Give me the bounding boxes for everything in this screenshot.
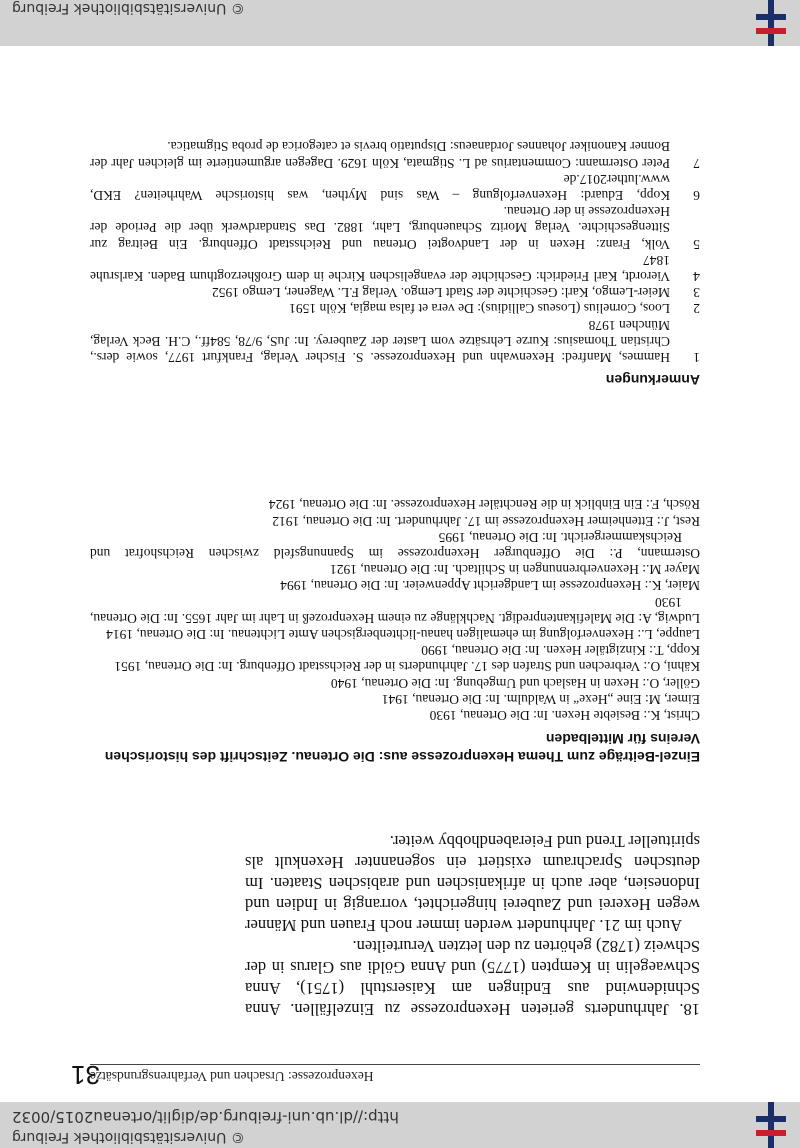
note-item	[90, 252, 700, 284]
notes-list	[90, 138, 700, 365]
running-header: Hexenprozesse: Ursachen und Verfahrensgrundsätze	[90, 1064, 700, 1084]
bibliography-entry: Kähni, O.: Verbrechen und Strafen des 17. Jahrhunderts in der Reichsstadt Offenburg. In: Die Ortenau, 1951	[114, 659, 700, 675]
bibliography-list	[90, 496, 700, 723]
copyright-text: © Universitätsbibliothek Freiburg	[12, 0, 245, 16]
bibliography-entry: Ostermann, P.: Die Offenburger Hexenprozesse im Spannungsfeld zwischen Reichshofrat und Reichskammergericht. In: Die Ortenau, 1995	[90, 529, 700, 561]
note-number: 6	[693, 187, 700, 203]
viewer-toolbar-top	[0, 1102, 800, 1148]
bibliography-entry: Rösch, F.: Ein Einblick in die Renchtäler Hexenprozesse. In: Die Ortenau, 1924	[268, 497, 700, 513]
bibliography-entry: Kopp, T.: Kinzigtäler Hexen. In: Die Ortenau, 1990	[421, 643, 700, 659]
note-item	[90, 138, 700, 170]
note-item	[90, 203, 700, 252]
note-text: Peter Ostermann: Commentarius ad L. Stigmata, Köln 1629. Dagegen argumentierte im gleichen Jahr der Bonner Kanoniker Johannes Jordanaeus: Disputatio brevis et categorica de proba Stigmatica.	[90, 139, 670, 171]
note-text: Meier-Lemgo, Karl: Geschichte der Stadt Lemgo. Verlag F.L. Wagener, Lemgo 1952	[211, 285, 670, 301]
note-item	[90, 316, 700, 365]
note-number: 3	[693, 285, 700, 301]
note-number: 7	[693, 155, 700, 171]
university-logo-icon	[752, 1102, 790, 1148]
viewer-toolbar-bottom	[0, 0, 800, 46]
bibliography-entry: Christ, K.: Besiebte Hexen. In: Die Ortenau, 1930	[429, 708, 700, 723]
body-text	[245, 831, 700, 1020]
document-url-link[interactable]: http://dl.ub.uni-freiburg.de/diglit/ortenau2015/0032	[12, 1108, 399, 1126]
bibliography-entry: Mayer M.: Hexenverbrennungen in Schiltach. In: Die Ortenau, 1921	[329, 562, 700, 578]
bibliography-heading: Einzel-Beiträge zum Thema Hexenprozesse aus: Die Ortenau. Zeitschrift des historischen Vereins für Mittelbaden	[104, 731, 700, 765]
note-text: Vierordt, Karl Friedrich: Geschichte der evangelischen Kirche in dem Großherzogthum Baden. Karlsruhe 1847	[90, 252, 670, 284]
note-text: Volk, Franz: Hexen in der Landvogtei Ortenau und Reichsstadt Offenburg. Ein Beitrag zur Sittengeschichte. Verlag Moritz Schauenburg, Lahr, 1882. Das Standardwerk über die Periode der Hexenprozesse in der Ortenau.	[90, 204, 670, 252]
note-number: 4	[693, 268, 700, 284]
body-paragraph: Auch im 21. Jahrhundert werden immer noch Frauen und Männer wegen Hexerei und Zauberei hingerichtet, vorrangig in Indien und Indonesien, aber auch in afrikanischen und arabischen Staaten. Im deutschen Sprachraum existiert ein sogenannter Hexenkult als spiritueller Trend und Feierabendhobby weiter.	[245, 832, 700, 935]
note-item	[90, 171, 700, 203]
page-number: 31	[71, 1060, 100, 1090]
bibliography-entry: Ludwig, A: Die Malefikantenpredigt. Nachklänge zu einem Hexenprozeß in Lahr im Jahr 1655. In: Die Ortenau, 1930	[90, 594, 700, 626]
copyright-text: © Universitätsbibliothek Freiburg	[12, 1129, 245, 1145]
notes-heading: Anmerkungen	[605, 372, 700, 388]
note-item	[90, 284, 700, 300]
note-item	[90, 300, 700, 316]
note-text: Loos, Cornelius (Loseus Callidius): De vera et falsa magia, Köln 1591	[289, 301, 670, 317]
bibliography-entry: Lauppe, L.: Hexenverfolgung im ehemaligen hanau-lichtenbergischen Amte Lichtenau. In: Die Ortenau, 1914	[106, 626, 700, 642]
note-number: 1	[693, 350, 700, 365]
note-text: Hammes, Manfred: Hexenwahn und Hexenprozesse. S. Fischer Verlag, Frankfurt 1977, sowie ders., Christian Thomasius: Kurze Lehrsätze vom Laster der Zauberey. In: JuS, 9/78, 584ff., C.H. Beck Verlag, München 1978	[90, 317, 670, 365]
note-number: 2	[693, 301, 700, 317]
bibliography-entry: Göller, O.: Hexen in Haslach und Umgebung. In: Die Ortenau, 1940	[330, 675, 700, 691]
body-paragraph: 18. Jahrhunderts gerieten Hexenprozesse zu Einzelfällen. Anna Schnidenwind aus Endingen am Kaiserstuhl (1751), Anna Schwaegelin in Kempten (1775) und Anna Göldi aus Glarus in der Schweiz (1782) gehörten zu den letzten Verurteilten.	[245, 937, 700, 1019]
bibliography-entry: Eimer, M: Eine „Hexe“ in Waldulm. In: Die Ortenau, 1941	[381, 691, 700, 707]
university-logo-icon	[752, 0, 790, 46]
note-text: Kopp, Eduard: Hexenverfolgung – Was sind Mythen, was historische Wahrheiten? EKD, www.luther2017.de	[90, 171, 670, 203]
bibliography-entry: Rest, J.: Ettenheimer Hexenprozesse im 17. Jahrhundert. In: Die Ortenau, 1912	[272, 513, 700, 529]
bibliography-entry: Maier, K.: Hexenprozesse im Landgericht Appenweier. In: Die Ortenau, 1994	[280, 578, 700, 594]
note-number: 5	[693, 236, 700, 252]
